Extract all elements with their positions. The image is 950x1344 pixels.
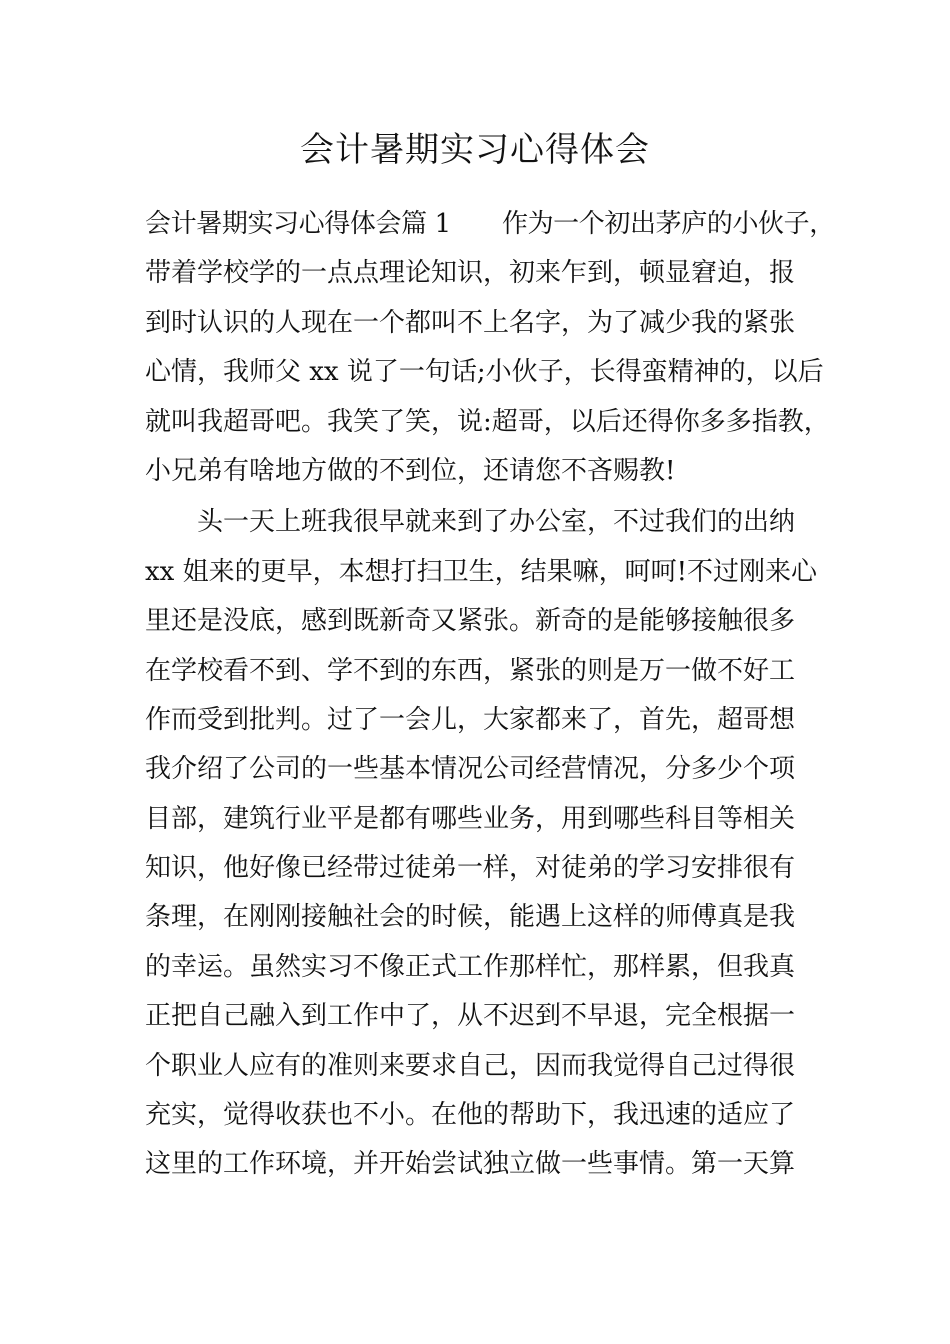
text-line: 小兄弟有啥地方做的不到位，还请您不吝赐教! [145, 455, 676, 486]
text-line: 这里的工作环境，并开始尝试独立做一些事情。第一天算 [145, 1149, 796, 1180]
document-title: 会计暑期实习心得体会 [300, 130, 650, 170]
text-line: 正把自己融入到工作中了，从不迟到不早退，完全根据一 [145, 1001, 796, 1032]
text-line: 心情，我师父 xx 说了一句话;小伙子，长得蛮精神的，以后 [145, 357, 824, 388]
text-line: 在学校看不到、学不到的东西，紧张的则是万一做不好工 [145, 655, 796, 686]
text-line: 条理，在刚刚接触社会的时候，能遇上这样的师傅真是我 [145, 902, 796, 933]
paragraph-2 [145, 498, 835, 1189]
text-line: 知识，他好像已经带过徒弟一样，对徒弟的学习安排很有 [145, 853, 796, 884]
text-line: 带着学校学的一点点理论知识，初来乍到，顿显窘迫，报 [145, 258, 796, 289]
text-line: xx 姐来的更早，本想打扫卫生，结果嘛，呵呵!不过刚来心 [145, 556, 818, 587]
paragraph-1 [145, 200, 835, 496]
document-body [145, 200, 835, 1190]
text-line: 作而受到批判。过了一会儿，大家都来了，首先，超哥想 [145, 704, 796, 735]
text-line: 我介绍了公司的一些基本情况公司经营情况，分多少个项 [145, 754, 796, 785]
text-line: 会计暑期实习心得体会篇 1 作为一个初出茅庐的小伙子， [145, 209, 835, 239]
text-line: 就叫我超哥吧。我笑了笑，说:超哥，以后还得你多多指教， [145, 406, 830, 437]
text-line: 的幸运。虽然实习不像正式工作那样忙，那样累，但我真 [145, 951, 796, 982]
text-line: 目部，建筑行业平是都有哪些业务，用到哪些科目等相关 [145, 803, 796, 834]
text-line: 到时认识的人现在一个都叫不上名字，为了减少我的紧张 [145, 307, 796, 338]
text-line: 个职业人应有的准则来要求自己，因而我觉得自己过得很 [145, 1050, 796, 1081]
text-line: 头一天上班我很早就来到了办公室，不过我们的出纳 [145, 507, 796, 538]
text-line: 充实，觉得收获也不小。在他的帮助下，我迅速的适应了 [145, 1100, 796, 1131]
text-line: 里还是没底，感到既新奇又紧张。新奇的是能够接触很多 [145, 606, 796, 637]
